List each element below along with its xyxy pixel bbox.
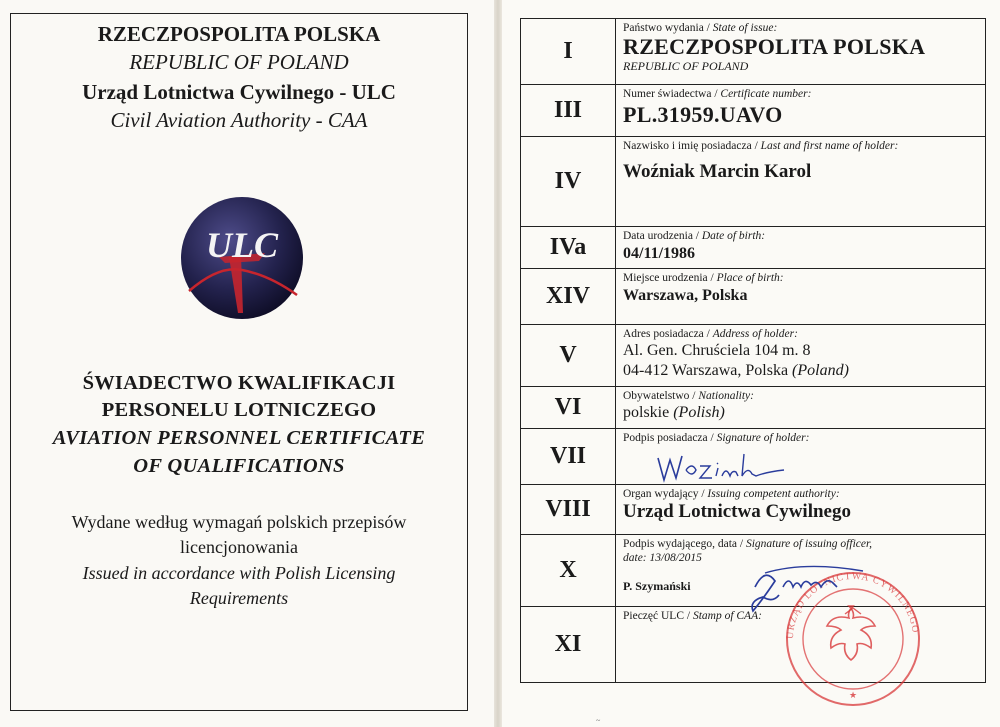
- row-issuing-authority: [521, 485, 986, 535]
- page-fold: [494, 0, 502, 727]
- address-line-2: 04-412 Warszawa, Polska (Poland): [623, 362, 849, 379]
- state-of-issue-value: RZECZPOSPOLITA POLSKA: [623, 34, 926, 59]
- row-date-of-birth: [521, 227, 986, 269]
- field-label: Podpis posiadacza / Signature of holder:: [623, 432, 810, 444]
- holder-name-value: Woźniak Marcin Karol: [623, 161, 812, 182]
- row-place-of-birth: [521, 269, 986, 325]
- field-label: Nazwisko i imię posiadacza / Last and first name of holder:: [623, 140, 899, 152]
- row-holder-name: [521, 137, 986, 227]
- row-state-of-issue: [521, 19, 986, 85]
- stamp-text: URZĄD LOTNICTWA CYWILNEGO: [784, 570, 921, 640]
- row-number: III: [521, 85, 616, 137]
- row-number: VIII: [521, 485, 616, 535]
- issuer-pl: RZECZPOSPOLITA POLSKA: [97, 22, 381, 46]
- row-number: VII: [521, 429, 616, 485]
- row-number: XI: [521, 607, 616, 683]
- authority-pl: Urząd Lotnictwa Cywilnego - ULC: [82, 80, 396, 104]
- field-label: Pieczęć ULC / Stamp of CAA:: [623, 610, 762, 622]
- place-of-birth-value: Warszawa, Polska: [623, 287, 748, 304]
- row-number: XIV: [521, 269, 616, 325]
- ulc-logo: [179, 195, 305, 321]
- field-label: Podpis wydającego, data / Signature of issuing officer,: [623, 538, 873, 550]
- issued-en-line-2: Requirements: [189, 588, 289, 608]
- issuing-authority-value: Urząd Lotnictwa Cywilnego: [623, 501, 851, 522]
- row-number: IV: [521, 137, 616, 227]
- address-line-1: Al. Gen. Chruściela 104 m. 8: [623, 342, 811, 359]
- row-number: V: [521, 325, 616, 387]
- issued-en-line-1: Issued in accordance with Polish Licensing: [82, 563, 396, 583]
- row-certificate-number: [521, 85, 986, 137]
- date-of-birth-value: 04/11/1986: [623, 245, 696, 262]
- field-label: Numer świadectwa / Certificate number:: [623, 88, 812, 100]
- field-label: Obywatelstwo / Nationality:: [623, 390, 754, 402]
- issued-pl-line-1: Wydane według wymagań polskich przepisów: [71, 512, 407, 532]
- title-en-line-2: OF QUALIFICATIONS: [133, 455, 345, 477]
- field-label: Miejsce urodzenia / Place of birth:: [623, 272, 784, 284]
- issue-date-label: date: 13/08/2015: [623, 552, 702, 564]
- holder-signature-image: [652, 446, 792, 486]
- row-number: I: [521, 19, 616, 85]
- issued-pl-line-2: licencjonowania: [180, 537, 298, 557]
- row-number: X: [521, 535, 616, 607]
- state-of-issue-value-en: REPUBLIC OF POLAND: [623, 59, 749, 73]
- certificate-number-value: PL.31959.UAVO: [623, 102, 783, 127]
- field-label: Adres posiadacza / Address of holder:: [623, 328, 798, 340]
- field-label: Organ wydający / Issuing competent authority:: [623, 488, 840, 500]
- officer-signature-image: [735, 557, 875, 617]
- row-number: VI: [521, 387, 616, 429]
- row-nationality: [521, 387, 986, 429]
- title-pl-line-1: ŚWIADECTWO KWALIFIKACJI: [82, 372, 396, 394]
- authority-en: Civil Aviation Authority - CAA: [110, 108, 368, 132]
- title-en-line-1: AVIATION PERSONNEL CERTIFICATE: [52, 427, 426, 449]
- field-label: Państwo wydania / State of issue:: [623, 22, 778, 34]
- row-address: [521, 325, 986, 387]
- footer-mark: ~: [596, 716, 601, 725]
- issuing-officer-name: P. Szymański: [623, 579, 691, 593]
- svg-text:★: ★: [848, 690, 858, 700]
- field-label: Data urodzenia / Date of birth:: [623, 230, 766, 242]
- logo-text: ULC: [206, 225, 278, 265]
- row-number: IVa: [521, 227, 616, 269]
- issuer-en: REPUBLIC OF POLAND: [129, 50, 349, 74]
- title-pl-line-2: PERSONELU LOTNICZEGO: [101, 399, 377, 421]
- nationality-value: polskie (Polish): [623, 404, 725, 421]
